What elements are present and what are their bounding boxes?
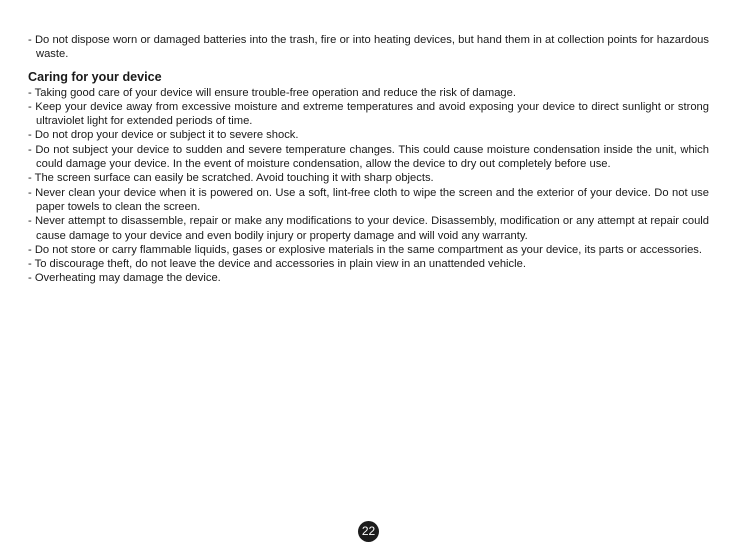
page-number-badge: 22 (358, 521, 379, 542)
list-item: - Keep your device away from excessive moisture and extreme temperatures and avoid exposing your device to direct sunlight or strong ultraviolet light for extended periods of time. (28, 100, 709, 128)
list-item: - Never clean your device when it is powered on. Use a soft, lint-free cloth to wipe the screen and the exterior of your device. Do not use paper towels to clean the screen. (28, 186, 709, 213)
list-item: - Do not store or carry flammable liquids, gases or explosive materials in the same compartment as your device, its parts or accessories. (28, 243, 703, 256)
list-item: - Overheating may damage the device. (28, 272, 221, 285)
care-instructions-list (28, 86, 709, 286)
list-item: - To discourage theft, do not leave the device and accessories in plain view in an unattended vehicle. (28, 258, 526, 271)
list-item: - The screen surface can easily be scratched. Avoid touching it with sharp objects. (28, 172, 434, 185)
list-item: - Taking good care of your device will ensure trouble-free operation and reduce the risk of damage. (28, 86, 516, 99)
list-item: - Do not subject your device to sudden and severe temperature changes. This could cause moisture condensation inside the unit, which could damage your device. In the event of moisture condensation, allow the device to dry out completely before use. (28, 143, 709, 171)
battery-disposal-item: - Do not dispose worn or damaged batteries into the trash, fire or into heating devices, but hand them in at collection points for hazardous waste. (28, 34, 709, 61)
document-page (28, 33, 709, 286)
section-heading: Caring for your device (28, 69, 162, 84)
list-item: - Do not drop your device or subject it to severe shock. (28, 129, 299, 142)
list-item: - Never attempt to disassemble, repair or make any modifications to your device. Disassembly, modification or any attempt at repair could cause damage to your device and even bodily injury or property damage and will void any warranty. (28, 215, 709, 242)
